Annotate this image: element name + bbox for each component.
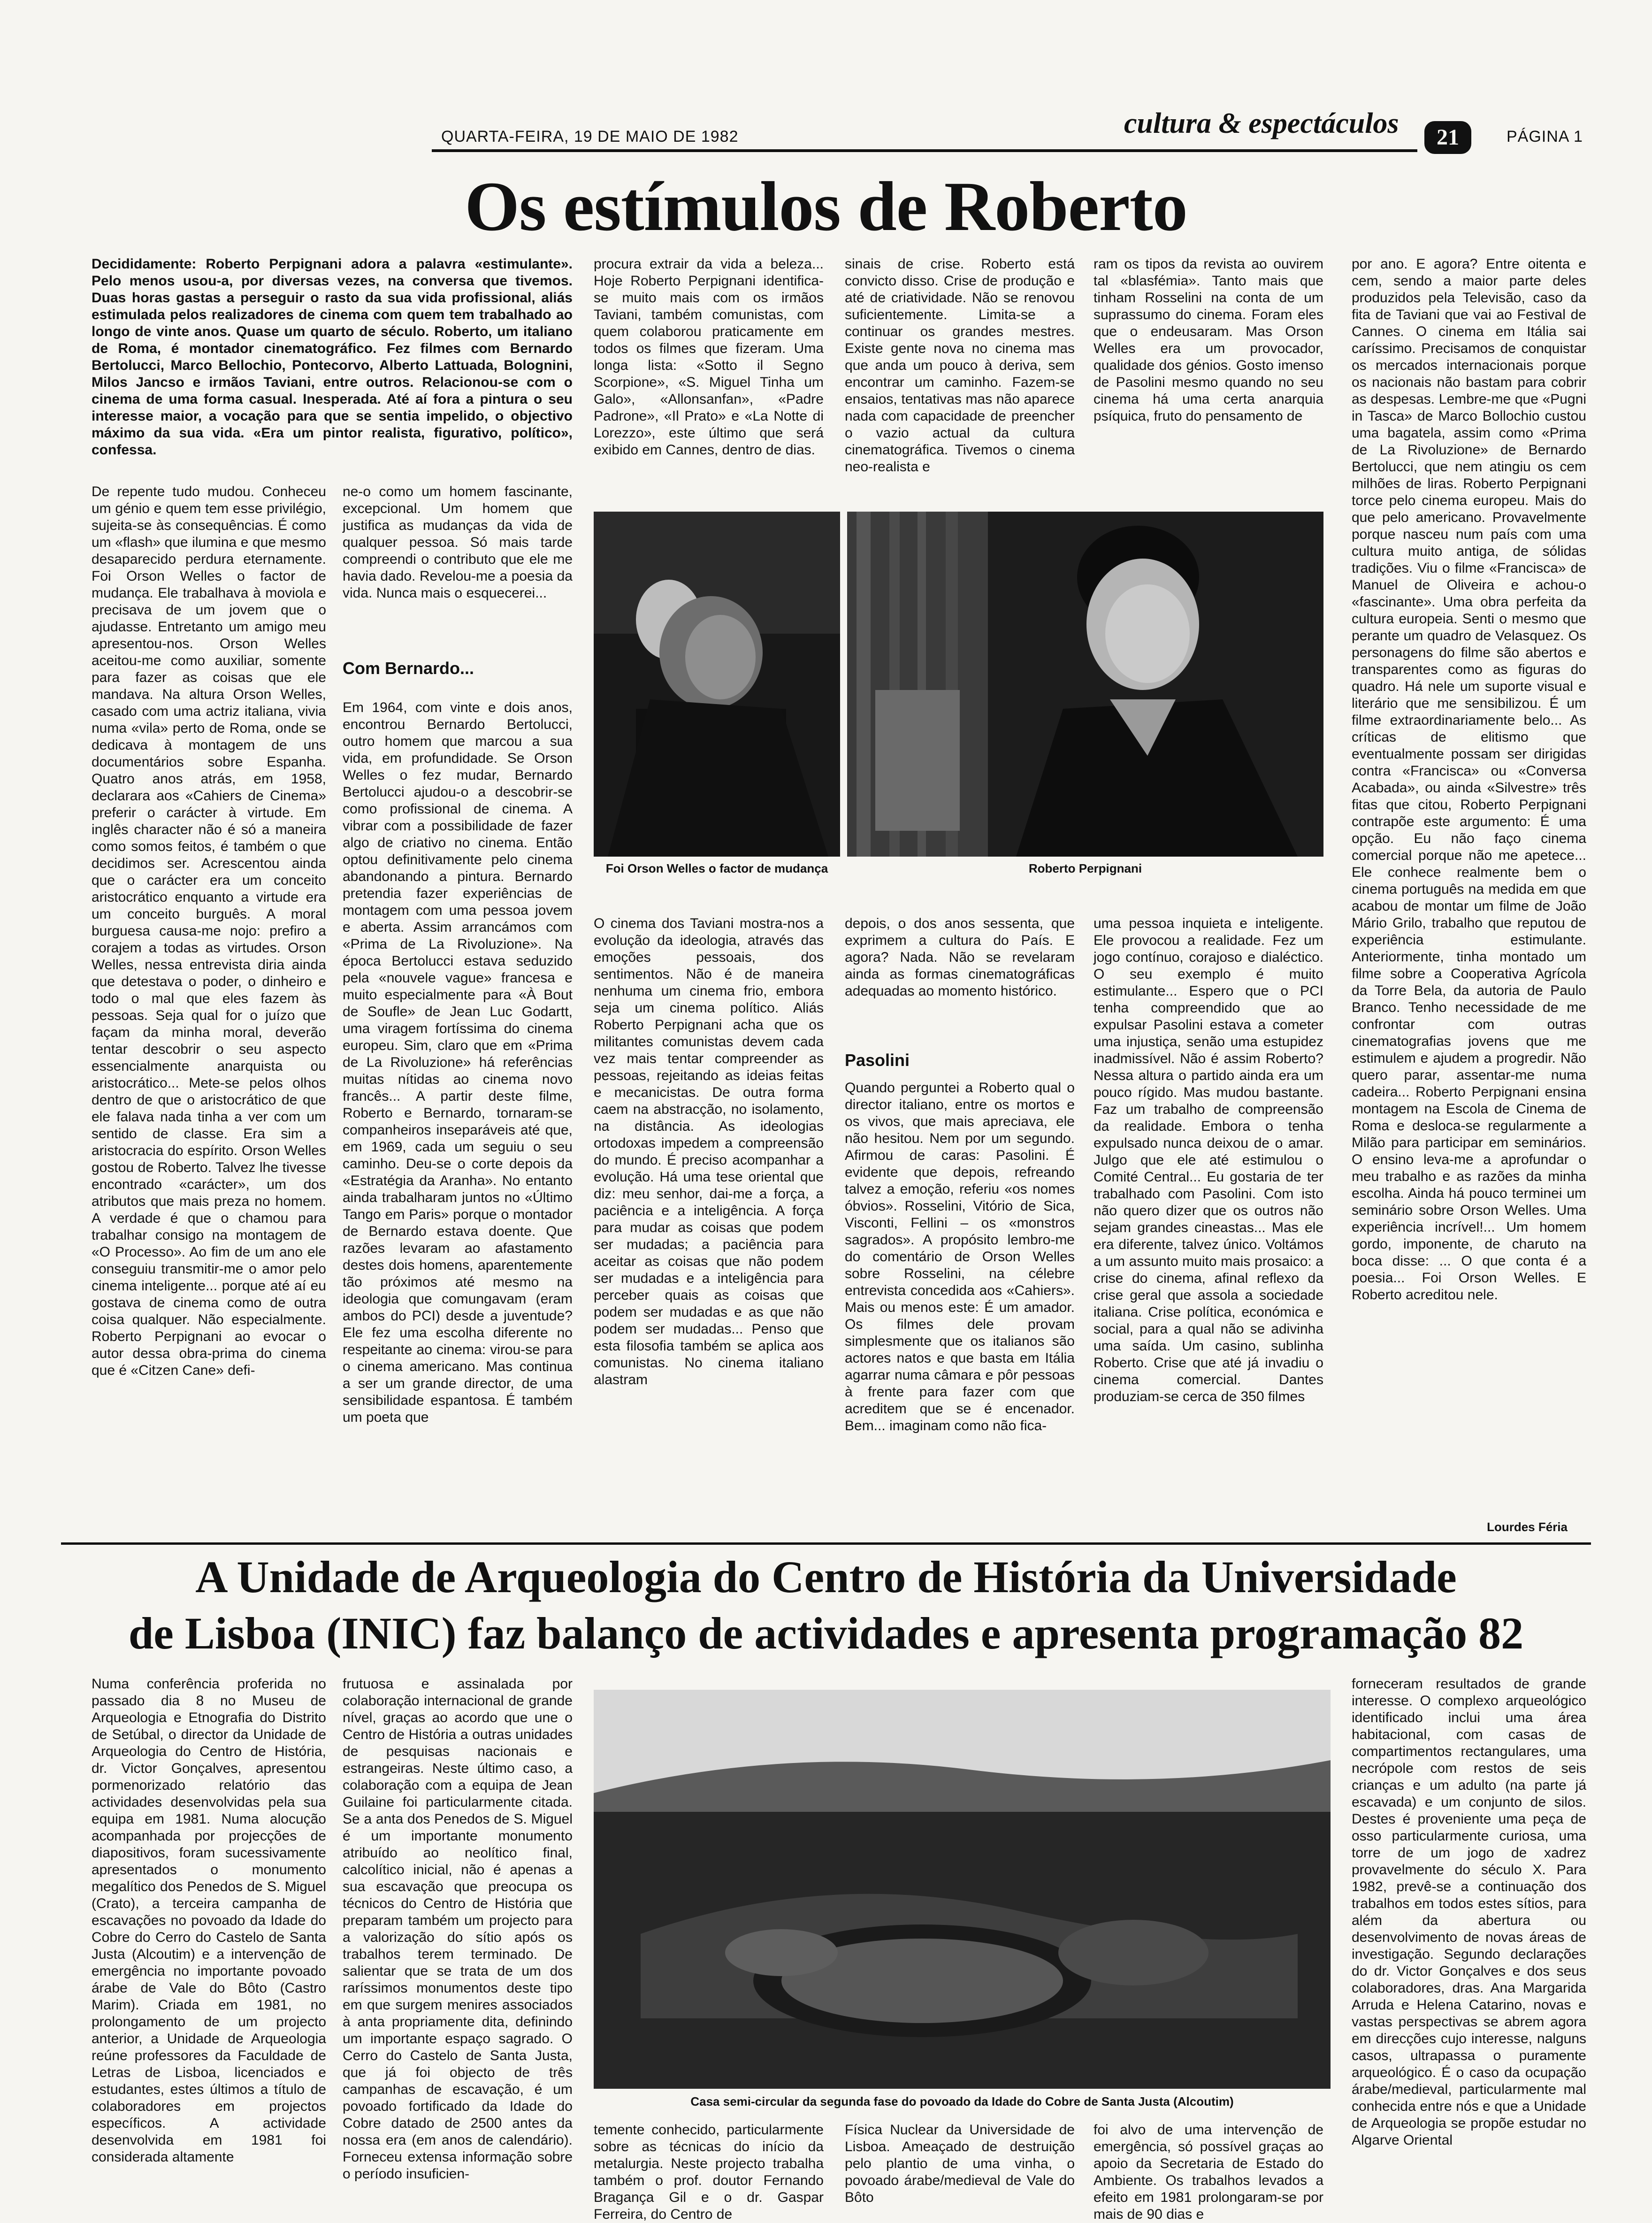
article2-title-line2: de Lisboa (INIC) faz balanço de actividades e apresenta programação 82 <box>128 1608 1524 1658</box>
article-column-6: por ano. E agora? Entre oitenta e cem, sendo a maior parte deles produzidos pela Televisão, caso da fita de Taviani que vai ao Festival de Cannes. O cinema em Itália sai caríssimo. Precisamos de conquistar os mercados internacionais porque os nacionais não bastam para cobrir as despesas. Lembre-me que «Pugni in Tasca» de Marco Bollochio custou uma bagatela, assim como «Prima de La Rivoluzione» de Bernardo Bertolucci, que nem atingiu os cem milhões de liras. Roberto Perpignani torce pelo cinema europeu. Mais do que pelo americano. Provavelmente porque nasceu num país com uma cultura muito antiga, de sólidas tradições. Viu o filme «Francisca» de Manuel de Oliveira e achou-o «fascinante». Uma obra perfeita da cultura europeia. Senti o mesmo que perante um quadro de Velasquez. Os personagens do filme são abertos e transparentes como as figuras do quadro. Há nele um suporte visual e literário que me sensibilizou. É um filme extraordinariamente belo... As críticas de elitismo que eventualmente possam ser dirigidas contra «Francisca» ou «Conversa Acabada», ou ainda «Silvestre» três fitas que citou, Roberto Perpignani contrapõe este argumento: É uma opção. Eu não faço cinema comercial porque não me apetece... Ele conhece realmente bem o cinema português na medida em que acabou de montar um filme de João Mário Grilo, trabalho que reputou de experiência estimulante. Anteriormente, tinha montado um filme sobre a Cooperativa Agrícola da Torre Bela, da autoria de Paulo Branco. Tenho necessidade de me confrontar com outras cinematografias jovens que me estimulem e ajudem a progredir. Não quero parar, assentar-me numa cadeira... Roberto Perpignani ensina montagem na Escola de Cinema de Roma e desloca-se regularmente a Milão para participar em seminários. O ensino leva-me a aprofundar o meu trabalho e as razões da minha escolha. Ainda há pouco terminei um seminário sobre Orson Welles. Uma experiência incrível!... Um homem gordo, imponente, de charuto na boca disse: ... O que conta é a poesia... Foi Orson Welles. E Roberto acreditou nele. <box>1352 256 1586 1303</box>
article-lead: Decididamente: Roberto Perpignani adora a palavra «estimulante». Pelo menos usou-a, por diversas vezes, na conversa que tivemos. Duas horas gastas a perseguir o rasto da sua vida profissional, aliás estimulada pelos realizadores de cinema com quem tem trabalhado ao longo de vinte anos. Quase um quarto de século. Roberto, um italiano de Roma, é montador cinematográfico. Fez filmes com Bernardo Bertolucci, Marco Bellochio, Pontecorvo, Alberto Lattuada, Bolognini, Milos Jancso e irmãos Taviani, entre outros. Relacionou-se com o cinema de uma forma casual. Inesperada. Até aí fora a pintura o seu interesse maior, a vocação para que se sentia impelido, o objectivo máximo da sua vida. «Era um pintor realista, figurativo, político», confessa. <box>92 256 573 458</box>
header-rule <box>432 149 1417 152</box>
article2-title-line1: A Unidade de Arqueologia do Centro de História da Universidade <box>195 1552 1457 1602</box>
subhead-pasolini: Pasolini <box>845 1050 910 1070</box>
article2-column-3: temente conhecido, particularmente sobre as técnicas do início da metalurgia. Neste projecto trabalha também o prof. doutor Fernando Bragança Gil e o dr. Gaspar Ferreira, do Centro de <box>594 2122 824 2222</box>
article-column-4c: Quando perguntei a Roberto qual o director italiano, entre os mortos e os vivos, que mais apreciava, ele não hesitou. Nem por um segundo. Afirmou de caras: Pasolini. É evidente que depois, refreando talvez a emoção, referiu «os nomes óbvios». Rosselini, Vitório de Sica, Visconti, Fellini – os «monstros sagrados». A propósito lembro-me do comentário de Orson Welles sobre Rosselini, na célebre entrevista concedida aos «Cahiers». Mais ou menos este: É um amador. Os filmes dele provam simplesmente que os italianos são actores natos e que basta em Itália agarrar numa câmara e pôr pessoas à frente para fazer com que acreditem que se é encenador. Bem... imaginam como não fica- <box>845 1080 1075 1433</box>
photo-roberto-caption: Roberto Perpignani <box>1028 861 1142 875</box>
photo-orson-welles <box>594 512 840 857</box>
article-column-1: De repente tudo mudou. Conheceu um génio e quem tem esse privilégio, sujeita-se às consequências. É como um «flash» que ilumina e que mesmo desaparecido perdura eternamente. Foi Orson Welles o factor de mudança. Ele trabalhava à moviola e precisava de um jovem que o ajudasse. Entretanto um amigo meu apresentou-nos. Orson Welles aceitou-me como auxiliar, somente para fazer as coisas que ele mandava. Na altura Orson Welles, casado com uma actriz italiana, vivia numa «vila» perto de Roma, onde se dedicava à montagem de uns documentários sobre Espanha. Quatro anos atrás, em 1958, declarara aos «Cahiers de Cinema» preferir o carácter à virtude. Em inglês character não é só a maneira como somos feitos, é também o que decidimos ser. Acrescentou ainda que o carácter era um conceito aristocrático enquanto a virtude era um conceito burguês. A moral burguesa causa-me nojo: prefiro a corajem a todas as virtudes. Orson Welles, nessa entrevista diria ainda que detestava o poder, o dinheiro e todo o mal que eles fazem às pessoas. Seja qual for o juízo que façam da minha moral, deverão tentar descobrir o seu aspecto essencialmente anarquista ou aristocrático... Mete-se pelos olhos dentro de que o aristocrático de que ele falava nada tinha a ver com um sentido de classe. Era sim a aristocracia do espírito. Orson Welles gostou de Roberto. Talvez lhe tivesse encontrado «carácter», um dos atributos que mais preza no homem. A verdade é que o chamou para trabalhar consigo na montagem de «O Processo». Ao fim de um ano ele conseguiu transmitir-me o amor pelo cinema inteligente... porque até aí eu gostava de cinema como de outra coisa qualquer. Não especialmente. Roberto Perpignani ao evocar o autor dessa obra-prima do cinema que é «Citzen Cane» defi- <box>92 484 326 1378</box>
section-page-badge: 21 <box>1424 121 1471 154</box>
article-column-3b: O cinema dos Taviani mostra-nos a evolução da ideologia, através das emoções pessoais, dos sentimentos. Não é de maneira nenhuma um cinema frio, embora seja um cinema político. Aliás Roberto Perpignani acha que os militantes comunistas devem cada vez mais tentar compreender as pessoas, rejeitando as ideias feitas e mecanicistas. De outra forma caem na abstracção, no isolamento, na distância. As ideologias ortodoxas impedem a compreensão do mundo. É preciso acompanhar a evolução. Há uma tese oriental que diz: meu senhor, dai-me a força, a paciência e a inteligência. A força para mudar as coisas que podem ser mudadas; a paciência para aceitar as coisas que não podem ser mudadas e a inteligência para perceber quais as coisas que podem ser mudadas e as que não podem ser mudadas... Penso que esta filosofia também se aplica aos comunistas. No cinema italiano alastram <box>594 916 824 1387</box>
issue-date: QUARTA-FEIRA, 19 DE MAIO DE 1982 <box>441 128 739 146</box>
section-title: cultura & espectáculos <box>1124 107 1399 139</box>
page-label: PÁGINA 1 <box>1507 128 1583 146</box>
article-column-2a: ne-o como um homem fascinante, excepcional. Um homem que justifica as mudanças da vida de qualquer pessoa. Só mais tarde compreendi o contributo que ele me havia dado. Revelou-me a poesia da vida. Nunca mais o esquecerei... <box>343 484 573 601</box>
article2-column-4: Física Nuclear da Universidade de Lisboa. Ameaçado de destruição pelo plantio de uma vinha, o povoado árabe/medieval de Vale do Bôto <box>845 2122 1075 2205</box>
photo-archaeology-site <box>594 1690 1331 2089</box>
article-column-4a: sinais de crise. Roberto está convicto disso. Crise de produção e até de criatividade. Não se renovou suficientemente. Limita-se a continuar os grandes mestres. Existe gente nova no cinema mas que anda um pouco à deriva, sem encontrar um caminho. Fazem-se ensaios, tentativas mas não aparece nada com capacidade de preencher o vazio actual da cultura cinematográfica. Tivemos o cinema neo-realista e <box>845 256 1075 475</box>
subhead-bernardo: Com Bernardo... <box>343 659 474 678</box>
article2-column-1: Numa conferência proferida no passado dia 8 no Museu de Arqueologia e Etnografia do Distrito de Setúbal, o director da Unidade de Arqueologia do Centro de História, dr. Victor Gonçalves, apresentou pormenorizado relatório das actividades desenvolvidas pela sua equipa em 1981. Numa alocução acompanhada por projecções de diapositivos, foram sucessivamente apresentados o monumento megalítico dos Penedos de S. Miguel (Crato), a terceira campanha de escavações no povoado da Idade do Cobre do Cerro do Castelo de Santa Justa (Alcoutim) e a intervenção de emergência no importante povoado árabe de Vale do Bôto (Castro Marim). Criada em 1981, no prolongamento de um projecto anterior, a Unidade de Arqueologia reúne professores da Faculdade de Letras de Lisboa, licenciados e estudantes, estes últimos a título de colaboradores em projectos específicos. A actividade desenvolvida em 1981 foi considerada altamente <box>92 1676 326 2165</box>
photo-roberto-perpignani <box>847 512 1323 857</box>
article2-column-2: frutuosa e assinalada por colaboração internacional de grande nível, graças ao acordo que une o Centro de História a outras unidades de pesquisas nacionais e estrangeiras. Neste último caso, a colaboração com a equipa de Jean Guilaine foi particularmente citada. Se a anta dos Penedos de S. Miguel é um importante monumento atribuído ao neolítico final, calcolítico inicial, não é apenas a sua escavação que preocupa os técnicos do Centro de História que preparam também um projecto para a valorização do sítio após os trabalhos terem terminado. De salientar que se trata de um dos raríssimos monumentos deste tipo em que surgem menires associados à anta propriamente dita, definindo um importante espaço sagrado. O Cerro do Castelo de Santa Justa, que já foi objecto de três campanhas de escavação, é um povoado fortificado da Idade do Cobre datado de 2500 antes da nossa era (em anos de calendário). Forneceu extensa informação sobre o período insuficien- <box>343 1676 573 2182</box>
article2-column-5: foi alvo de uma intervenção de emergência, só possível graças ao apoio da Secretaria de Estado do Ambiente. Os trabalhos levados a efeito em 1981 prolongaram-se por mais de 90 dias e <box>1094 2122 1323 2222</box>
article-column-5a: ram os tipos da revista ao ouvirem tal «blasfémia». Tanto mais que tinham Rosselini na conta de um suprassumo do cinema. Foram eles que o endeusaram. Mas Orson Welles era um provocador, qualidade dos génios. Gosto imenso de Pasolini mesmo quando no seu cinema há uma certa anarquia psíquica, fruto do pensamento de <box>1094 256 1323 424</box>
article2-column-6: forneceram resultados de grande interesse. O complexo arqueológico identificado inclui uma área habitacional, com casas de compartimentos rectangulares, uma necrópole com restos de seis crianças e um adulto (na parte já escavada) e um conjunto de silos. Destes é proveniente uma peça de osso particularmente curiosa, uma torre de um jogo de xadrez provavelmente do século X. Para 1982, prevê-se a continuação dos trabalhos em todos estes sítios, para além da abertura ou desenvolvimento de novas áreas de investigação. Segundo declarações do dr. Victor Gonçalves e dos seus colaboradores, dras. Ana Margarida Arruda e Helena Catarino, novas e vastas perspectivas se abrem agora em direcções cujo interesse, nalguns casos, ultrapassa o puramente arqueológico. É o caso da ocupação árabe/medieval, particularmente mal conhecida entre nós e que a Unidade de Arqueologia se propõe estudar no Algarve Oriental <box>1352 1676 1586 2148</box>
photo-archaeology-caption: Casa semi-circular da segunda fase do povoado da Idade do Cobre de Santa Justa (Alcoutim) <box>690 2094 1234 2108</box>
article-title: Os estímulos de Roberto <box>465 168 1187 245</box>
article-column-2b: Em 1964, com vinte e dois anos, encontrou Bernardo Bertolucci, outro homem que marcou a sua vida, em profundidade. Se Orson Welles o fez mudar, Bernardo Bertolucci ajudou-o a descobrir-se como profissional de cinema. A vibrar com a possibilidade de fazer algo de criativo no cinema. Então optou definitivamente pelo cinema abandonando a pintura. Bernardo pretendia fazer experiências de montagem com uma pessoa jovem e aberta. Assim arrancámos com «Prima de La Rivoluzione». Na época Bertolucci estava seduzido pela «nouvele vague» francesa e muito especialmente para «À Bout de Soufle» de Jean Luc Godartt, uma viragem fortíssima do cinema europeu. Sim, claro que em «Prima de La Rivoluzione» há referências muitas nítidas ao cinema novo francês... A partir deste filme, Roberto e Bernardo, tornaram-se companheiros inseparáveis até que, em 1969, cada um seguiu o seu caminho. Deu-se o corte depois da «Estratégia da Aranha». No entanto ainda trabalharam juntos no «Último Tango em Paris» porque o montador de Bernardo estava doente. Que razões levaram ao afastamento destes dois homens, aparentemente tão próximos até mesmo na ideologia que comungavam (eram ambos do PCI) desde a juventude? Ele fez uma escolha diferente no respeitante ao cinema: virou-se para o cinema americano. Mas continua a ser um grande director, de uma sensibilidade espantosa. É também um poeta que <box>343 700 573 1425</box>
article-column-5b: uma pessoa inquieta e inteligente. Ele provocou a realidade. Fez um jogo contínuo, corajoso e dialéctico. O seu exemplo é muito estimulante... Espero que o PCI tenha compreendido que ao expulsar Pasolini estava a cometer uma injustiça, senão uma estupidez inadmissível. Não é assim Roberto? Nessa altura o partido ainda era um pouco rígido. Mas mudou bastante. Faz um trabalho de compreensão da realidade. Embora o tenha expulsado nunca deixou de o amar. Julgo que ele até estimulou o Comité Central... Eu gostaria de ter trabalhado com Pasolini. Com isto não quero dizer que os outros não sejam grandes cineastas... Mas ele era diferente, talvez único. Voltámos a um assunto muito mais prosaico: a crise do cinema, afinal reflexo da crise geral que assola a sociedade italiana. Crise política, económica e social, para a qual não se adivinha uma saída. Um casino, sublinha Roberto. Crise que até já invadiu o cinema comercial. Dantes produziam-se cerca de 350 filmes <box>1094 916 1323 1404</box>
article-separator <box>61 1542 1591 1545</box>
article-column-3a: procura extrair da vida a beleza... Hoje Roberto Perpignani identifica-se muito mais com os irmãos Taviani, também comunistas, com quem colaborou praticamente em todos os filmes que fizeram. Uma longa lista: «Sotto il Segno Scorpione», «S. Miguel Tinha um Galo», «Allonsanfan», «Padre Padrone», «Il Prato» e «La Notte di Lorezzo», este último que será exibido em Cannes, dentro de dias. <box>594 256 824 458</box>
article-column-4b: depois, o dos anos sessenta, que exprimem a cultura do País. E agora? Nada. Não se revelaram ainda as formas cinematográficas adequadas ao momento histórico. <box>845 916 1075 999</box>
author-signature: Lourdes Féria <box>1487 1520 1568 1534</box>
photo-orson-welles-caption: Foi Orson Welles o factor de mudança <box>605 861 828 875</box>
